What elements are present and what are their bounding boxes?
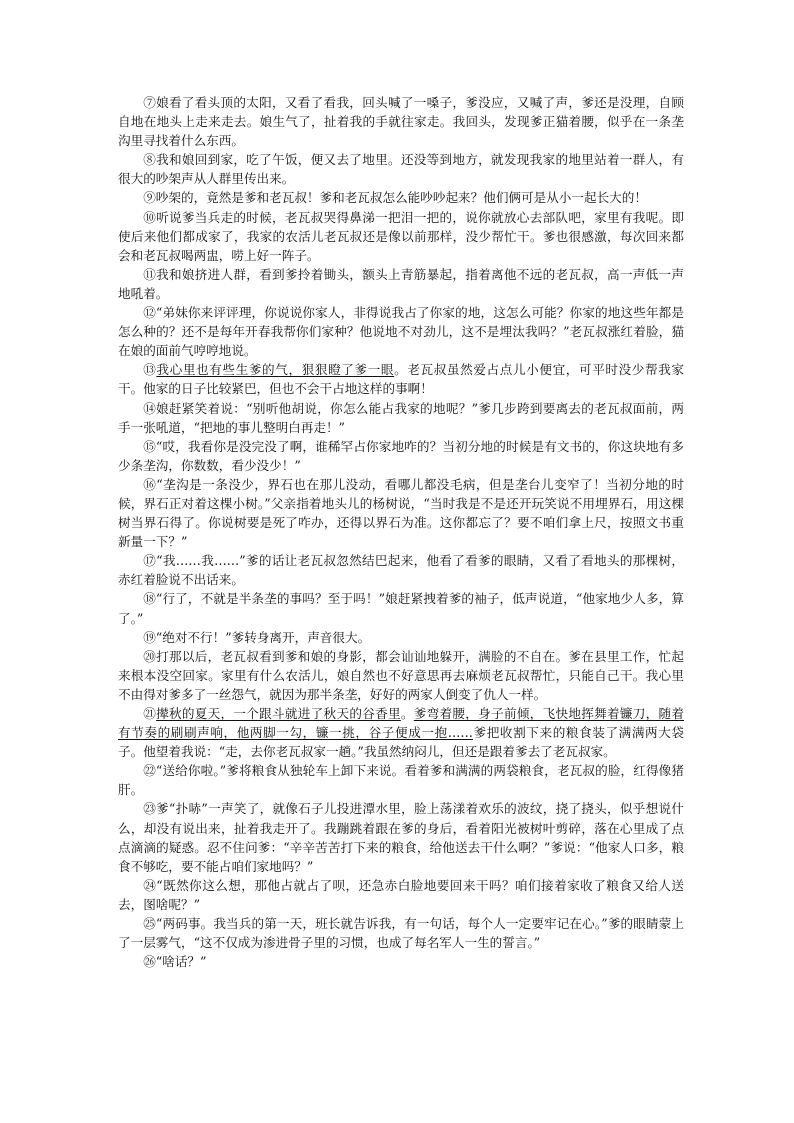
paragraph [118, 628, 684, 647]
paragraph-text: ⑧我和娘回到家，吃了午饭，便又去了地里。还没等到地方，就发现我家的地里站着一群人，有很大的吵架声从人群里传出来。 [118, 152, 684, 187]
underlined-text: 撵秋的夏天，一个跟斗就进了秋天的谷香里 [156, 706, 401, 721]
paragraph-text: ⑨吵架的，竟然是爹和老瓦叔！爹和老瓦叔怎么能吵吵起来？他们俩可是从小一起长大的！ [143, 190, 647, 206]
underlined-text: 爹弯着腰，身子前倾，飞快地挥舞着镰刀，随着有节奏的刷刷声响，他两脚一勾，镰一挑，谷子便成一抱…… [118, 706, 685, 741]
paragraph [118, 876, 684, 914]
paragraph [118, 93, 684, 150]
paragraph [118, 303, 684, 360]
paragraph-text: ㉒“送给你啦。”爹将粮食从独轮车上卸下来说。看着爹和满满的两袋粮食，老瓦叔的脸，红得像猪肝。 [118, 763, 684, 798]
underlined-text: 我心里也有些生爹的气，狠狠瞪了爹一眼 [156, 362, 395, 378]
paragraph [118, 704, 684, 761]
paragraph-text: 。 [400, 706, 414, 721]
paragraph-text: ㉑ [143, 706, 157, 721]
paragraph-text: ⑩听说爹当兵走的时候，老瓦叔哭得鼻涕一把泪一把的，说你就放心去部队吧，家里有我呢。即使后来他们都成家了，我家的农活儿老瓦叔还是像以前那样，没少帮忙干。爹也很感激，每次回来都会和老瓦叔喝两盅，唠上好一阵子。 [118, 209, 684, 263]
paragraph-text: ㉔“既然你这么想，那他占就占了呗，还急赤白脸地要回来干吗？咱们接着家收了粮食又给人送去，图啥呢？” [118, 877, 684, 912]
paragraph-text: 爹把收割下来的粮食装了满满两大袋子。他望着我说：“走，去你老瓦叔家一趟。”我虽然纳闷儿，但还是跟着爹去了老瓦叔家。 [118, 725, 685, 760]
paragraph [118, 761, 684, 799]
paragraph [118, 551, 684, 589]
paragraph-text: ⑪我和娘挤进人群，看到爹拎着锄头，额头上青筋暴起，指着离他不远的老瓦叔，高一声低一声地吼着。 [118, 266, 684, 301]
paragraph-text: ⑯“垄沟是一条没少，界石也在那儿没动，看哪儿都没毛病，但是垄台儿变窄了！当初分地的时候，界石正对着这棵小树。”父亲指着地头儿的杨树说，“当时我是不是还开玩笑说不用埋界石，用这棵树当界石得了。你说树要是死了咋办，还得以界石为准。这你都忘了？要不咱们拿上尺，按照文书重新量一下？” [118, 476, 684, 550]
paragraph-text: ㉕“两码事。我当兵的第一天，班长就告诉我，有一句话，每个人一定要牢记在心。”爹的眼睛蒙上了一层雾气，“这不仅成为渗进骨子里的习惯，也成了每名军人一生的誓言。” [118, 916, 684, 951]
paragraph [118, 475, 684, 551]
paragraph-text: ⑲“绝对不行！”爹转身离开，声音很大。 [143, 629, 371, 645]
paragraph-text: ⑱“行了，不就是半条垄的事吗？至于吗！”娘赶紧拽着爹的袖子，低声说道，“他家地少人多，算了。” [118, 591, 684, 626]
paragraph-text: ⑰“我……我……”爹的话让老瓦叔忽然结巴起来，他看了看爹的眼睛，又看了看地头的那棵树，赤红着脸说不出话来。 [118, 553, 684, 588]
document-body [118, 93, 684, 971]
paragraph [118, 952, 684, 971]
paragraph-text: ⑭娘赶紧笑着说：“别听他胡说，你怎么能占我家的地呢？”爹几步跨到要离去的老瓦叔面前，两手一张吼道，“把地的事儿整明白再走！” [118, 400, 684, 435]
paragraph-text: ⑫“弟妹你来评评理，你说说你家人，非得说我占了你家的地，这怎么可能？你家的地这些年都是怎么种的？还不是每年开春我帮你们家种？他说地不对劲儿，这不是埋汰我吗？”老瓦叔涨红着脸，猫在娘的面前气哼哼地说。 [118, 305, 684, 359]
paragraph-text: ⑦娘看了看头顶的太阳，又看了看我，回头喊了一嗓子，爹没应，又喊了声，爹还是没理，自顾自地在地头上走来走去。娘生气了，扯着我的手就往家走。我回头，发现爹正猫着腰，似乎在一条垄沟里寻找着什么东西。 [118, 95, 684, 149]
paragraph [118, 150, 684, 188]
paragraph [118, 188, 684, 207]
paragraph-text: ㉖“啥话？” [143, 954, 207, 970]
paragraph-text: ㉓爹“扑哧”一声笑了，就像石子儿投进潭水里，脸上荡漾着欢乐的波纹，挠了挠头，似乎想说什么，却没有说出来，扯着我走开了。我蹦跳着跟在爹的身后，看着阳光被树叶剪碎，落在心里成了点点滴滴的疑惑。忍不住问爹：“辛辛苦苦打下来的粮食，给他送去干什么啊？”爹说：“他家人口多，粮食不够吃，要不能占咱们家地吗？” [118, 801, 684, 874]
paragraph [118, 360, 684, 398]
paragraph [118, 589, 684, 627]
paragraph [118, 265, 684, 303]
paragraph-text: ⑮“哎，我看你是没完没了啊，谁稀罕占你家地咋的？当初分地的时候是有文书的，你这块地有多少条垄沟，你数数，看少没少！” [118, 438, 684, 473]
paragraph [118, 399, 684, 437]
paragraph-text: 。老瓦叔虽然爱占点儿小便宜，可平时没少帮我家干。他家的日子比较紧巴，但也不会干占地这样的事啊！ [118, 362, 685, 397]
paragraph [118, 208, 684, 265]
paragraph [118, 799, 684, 875]
paragraph-text: ⑳打那以后，老瓦叔看到爹和娘的身影，都会讪讪地躲开，满脸的不自在。爹在县里工作，忙起来根本没空回家。家里有什么农活儿，娘自然也不好意思再去麻烦老瓦叔帮忙，只能自己干。我心里不由得对爹多了一丝怨气，就因为那半条垄，好好的两家人倒变了仇人一样。 [118, 648, 684, 702]
paragraph [118, 914, 684, 952]
paragraph [118, 437, 684, 475]
paragraph-text: ⑬ [143, 362, 157, 378]
paragraph [118, 647, 684, 704]
